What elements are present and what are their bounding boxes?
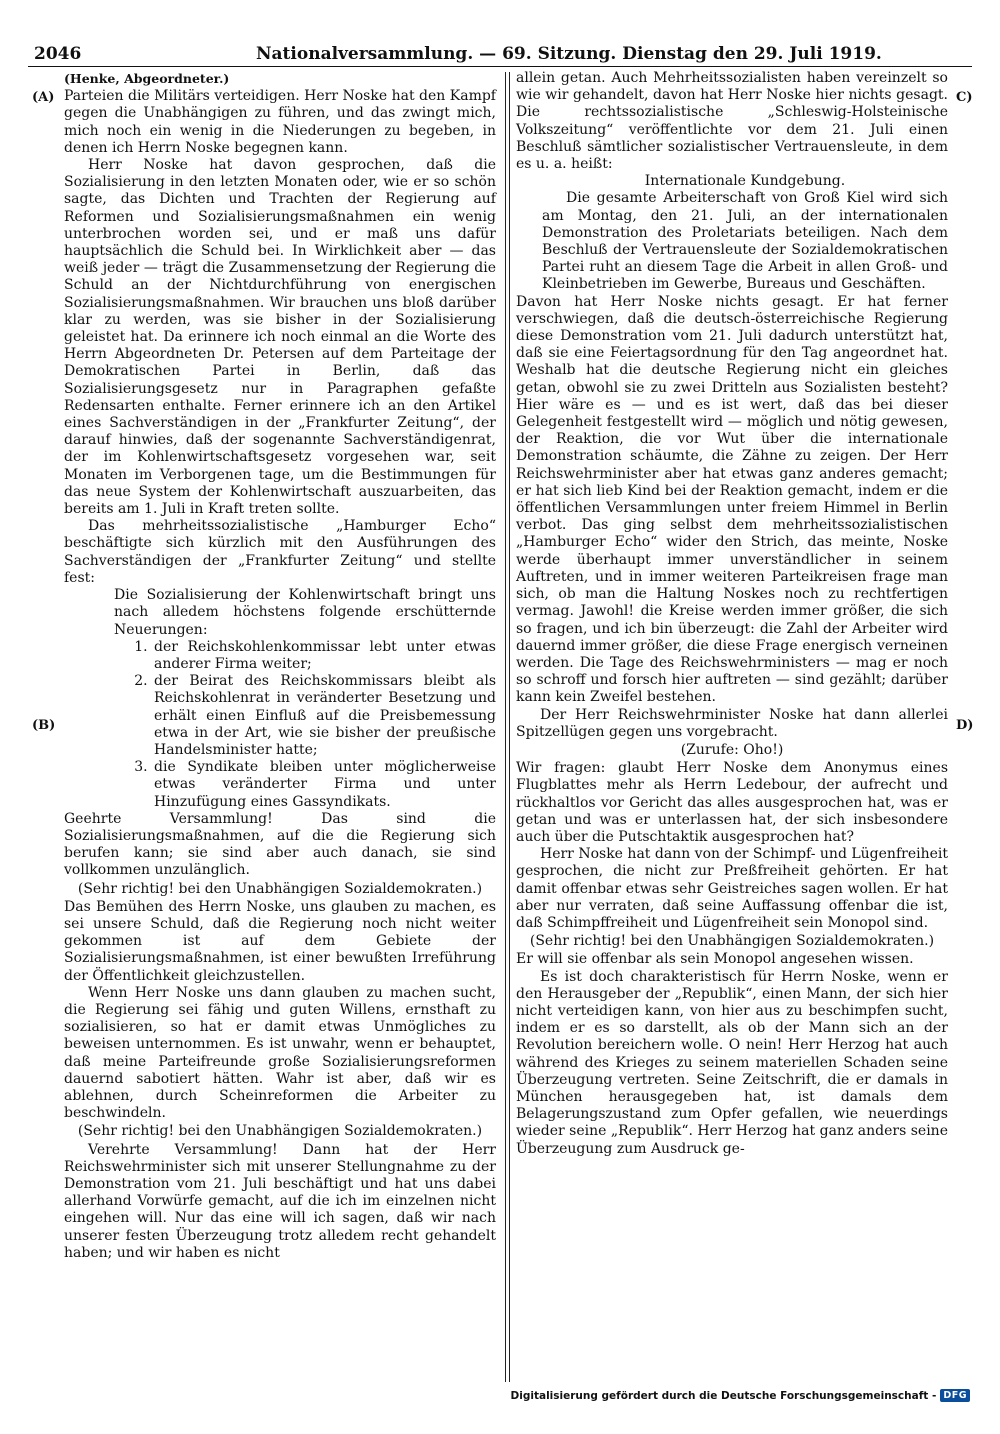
page-header	[28, 42, 972, 67]
paragraph: Wir fragen: glaubt Herr Noske dem Anonymus eines Flugblattes mehr als Herrn Ledebour, der aufrecht und rückhaltlos vor Gericht das alles ausgesprochen hat, was er getan und was er unterlassen hat, der sich insbesondere auch über die Putschtaktik ausgesprochen hat?	[516, 760, 948, 845]
list-item: 1. der Reichskohlenkommissar lebt unter etwas anderer Firma weiter;	[152, 639, 496, 673]
credit-text: Digitalisierung gefördert durch die Deutsche Forschungsgemeinschaft -	[510, 1389, 937, 1402]
paragraph: Das Bemühen des Herrn Noske, uns glauben zu machen, es sei unsere Schuld, daß die Regierung noch nicht weiter gekommen ist auf dem Gebiete der Sozialisierungsmaßnahmen, ist einer bewußten Irreführung der Öffentlichkeit gleichzustellen.	[64, 898, 496, 984]
interjection: (Sehr richtig! bei den Unabhängigen Sozialdemokraten.)	[77, 1123, 483, 1140]
paragraph: Verehrte Versammlung! Dann hat der Herr Reichswehrminister sich mit unserer Stellungnahme zu der Demonstration vom 21. Juli beschäftigt und hat uns dabei allerhand Vorwürfe gemacht, auf die ich im einzelnen nicht eingehen will. Nur das eine will ich sagen, daß wir nach unserer festen Überzeugung trotz alledem recht gehandelt haben; und wir haben es nicht	[64, 1141, 496, 1261]
margin-marker-c: C)	[956, 90, 973, 105]
paragraph: Er will sie offenbar als sein Monopol angesehen wissen.	[516, 951, 914, 968]
left-column	[64, 70, 496, 1262]
margin-marker-b: (B)	[32, 718, 56, 733]
margin-marker-d: D)	[956, 718, 974, 733]
list-item: 3. die Syndikate bleiben unter möglicherweise etwas veränderter Firma und unter Hinzufügung eines Gassyndikats.	[152, 759, 496, 811]
paragraph: Der Herr Reichswehrminister Noske hat dann allerlei Spitzellügen gegen uns vorgebracht.	[516, 706, 948, 740]
numbered-list	[64, 639, 496, 811]
speaker-label: (Henke, Abgeordneter.)	[64, 71, 230, 86]
quote-body: Die gesamte Arbeiterschaft von Groß Kiel wird sich am Montag, den 21. Juli, an der internationalen Demonstration des Proletariats beteiligen. Nach dem Beschluß der Vertrauensleute der Sozialdemokratischen Partei ruht an diesem Tage die Arbeit in allen Groß- und Kleinbetrieben im Gewerbe, Bureaus und Geschäften.	[542, 190, 948, 293]
column-divider	[505, 72, 510, 1382]
interjection: (Sehr richtig! bei den Unabhängigen Sozialdemokraten.)	[77, 880, 483, 897]
paragraph: Geehrte Versammlung! Das sind die Sozialisierungsmaßnahmen, auf die die Regierung sich berufen kann; sie sind aber auch danach, sie sind vollkommen unzulänglich.	[64, 810, 496, 879]
list-item: 2. der Beirat des Reichskommissars bleibt als Reichskohlenrat in veränderter Besetzung und erhält einen Einfluß auf die Preisbemessung etwa in der Art, wie sie bisher der preußische Handelsminister hatte;	[152, 673, 496, 759]
paragraph: Herr Noske hat davon gesprochen, daß die Sozialisierung in den letzten Monaten oder, wie er so schön sagte, das Dichten und Trachten der Regierung auf Reformen und Sozialisierungsmaßnahmen ein wenig unterbrochen worden sei, und er maß uns dafür hauptsächlich die Schuld bei. In Wirklichkeit aber — das weiß jeder — trägt die Zusammensetzung der Regierung die Schuld an der Nichtdurchführung von energischen Sozialisierungsmaßnahmen. Wir brauchen uns bloß darüber klar zu werden, was sie bisher in der Sozialisierung geleistet hat. Da erinnere ich noch einmal an die Worte des Herrn Abgeordneten Dr. Petersen auf dem Parteitage der Demokratischen Partei in Berlin, daß das Sozialisierungsgesetz nur in Paragraphen gefaßte Redensarten enthalte. Ferner erinnere ich an den Artikel eines Sachverständigen in der „Frankfurter Zeitung“, der darauf hinwies, daß der sogenannte Sachverständigenrat, der im Kohlenwirtschaftsgesetz vorgesehen war, seit Monaten im Verborgenen tage, um die Bestimmungen für das neue System der Kohlenwirtschaft auszuarbeiten, das bereits am 1. Juli in Kraft treten sollte.	[64, 157, 496, 518]
paragraph: Das mehrheitssozialistische „Hamburger Echo“ beschäftigte sich kürzlich mit den Ausführungen des Sachverständigen der „Frankfurter Zeitung“ und stellte fest:	[64, 518, 496, 586]
block-quote	[64, 587, 496, 639]
running-title: Nationalversammlung. — 69. Sitzung. Dienstag den 29. Juli 1919.	[256, 44, 882, 64]
interjection: (Zurufe: Oho!)	[680, 741, 784, 758]
paragraph: Davon hat Herr Noske nichts gesagt. Er hat ferner verschwiegen, daß die deutsch-österreichische Regierung diese Demonstration vom 21. Juli dadurch unterstützt hat, daß sie eine Feiertagsordnung für den Tag angeordnet hat. Weshalb hat die deutsche Regierung nicht ein gleiches getan, obwohl sie zu zwei Dritteln aus Sozialisten besteht? Hier wäre es — und es ist wert, daß das bei dieser Gelegenheit festgestellt wird — möglich und nötig gewesen, der Reaktion, die vor Wut über die internationale Demonstration schäumte, die Zähne zu zeigen. Der Herr Reichswehrminister aber hat etwas ganz anderes gemacht; er hat sich lieb Kind bei der Reaktion gemacht, indem er die öffentlichen Versammlungen unter freiem Himmel in Berlin verbot. Das ging selbst dem mehrheitssozialistischen „Hamburger Echo“ wider den Strich, das meinte, Noske werde überhaupt immer unverständlicher in seinem Auftreten, und in immer weiteren Parteikreisen frage man sich, ob man die Haltung Noskes noch zu rechtfertigen vermag. Jawohl! die Kreise werden immer größer, die sich so fragen, und ich bin überzeugt: die Zahl der Arbeiter wird dauernd immer größer, die diese Frage energisch verneinen werden. Die Tage des Reichswehrministers — mag er noch so schroff und forsch hier auftreten — sind gezählt; darüber kann kein Zweifel bestehen.	[516, 293, 948, 706]
quote-title: Internationale Kundgebung.	[644, 173, 846, 190]
digitization-credit	[511, 1389, 970, 1402]
paragraph: Wenn Herr Noske uns dann glauben zu machen sucht, die Regierung sei fähig und guten Willens, ernsthaft zu sozialisieren, so hat er damit etwas Unmögliches zu beweisen unternommen. Es ist unwahr, wenn er behauptet, daß meine Parteifreunde große Sozialisierungsreformen dauernd sabotiert hätten. Wahr ist aber, daß wir es ablehnen, durch Scheinreformen die Arbeiter zu beschwindeln.	[64, 984, 496, 1122]
page-number: 2046	[34, 44, 82, 64]
quote-intro: Die Sozialisierung der Kohlenwirtschaft bringt uns nach alledem höchstens folgende erschütternde Neuerungen:	[114, 587, 496, 638]
interjection: (Sehr richtig! bei den Unabhängigen Sozialdemokraten.)	[529, 933, 935, 950]
right-column	[516, 70, 948, 1158]
paragraph: Es ist doch charakteristisch für Herrn Noske, wenn er den Herausgeber der „Republik“, einen Mann, der sich hier nicht verteidigen kann, von hier aus zu beschimpfen sucht, indem er es so darstellt, als ob der Mann sich an der Revolution bereichern wolle. O nein! Herr Herzog hat auch während des Krieges zu seinem materiellen Schaden seine Überzeugung vertreten. Seine Zeitschrift, die er damals in München herausgegeben hat, ist damals dem Belagerungszustand zum Opfer gefallen, wie neuerdings wieder seine „Republik“. Herr Herzog hat ganz anders seine Überzeugung zum Ausdruck ge-	[516, 968, 948, 1157]
block-quote	[516, 173, 948, 293]
paragraph: Herr Noske hat dann von der Schimpf- und Lügenfreiheit gesprochen, die nicht zur Preßfreiheit gehörten. Er hat damit offenbar etwas sehr Geistreiches sagen wollen. Er hat aber nur verraten, daß seine Auffassung offenbar die ist, daß Schimpffreiheit und Lügenfreiheit sein Monopol sind.	[516, 846, 948, 931]
paragraph: Parteien die Militärs verteidigen. Herr Noske hat den Kampf gegen die Unabhängigen zu führen, und das zwingt mich, mich noch ein wenig in die Niederungen zu begeben, in denen ich Herrn Noske begegnen kann.	[64, 88, 496, 156]
margin-marker-a: (A)	[32, 90, 55, 105]
dfg-logo-icon: DFG	[940, 1389, 970, 1402]
paragraph: allein getan. Auch Mehrheitssozialisten haben vereinzelt so wie wir gehandelt, davon hat Herr Noske hier nichts gesagt. Die rechtssozialistische „Schleswig-Holsteinische Volkszeitung“ veröffentlichte vor dem 21. Juli einen Beschluß sämtlicher sozialistischer Vertrauensleute, in dem es u. a. heißt:	[516, 70, 948, 173]
